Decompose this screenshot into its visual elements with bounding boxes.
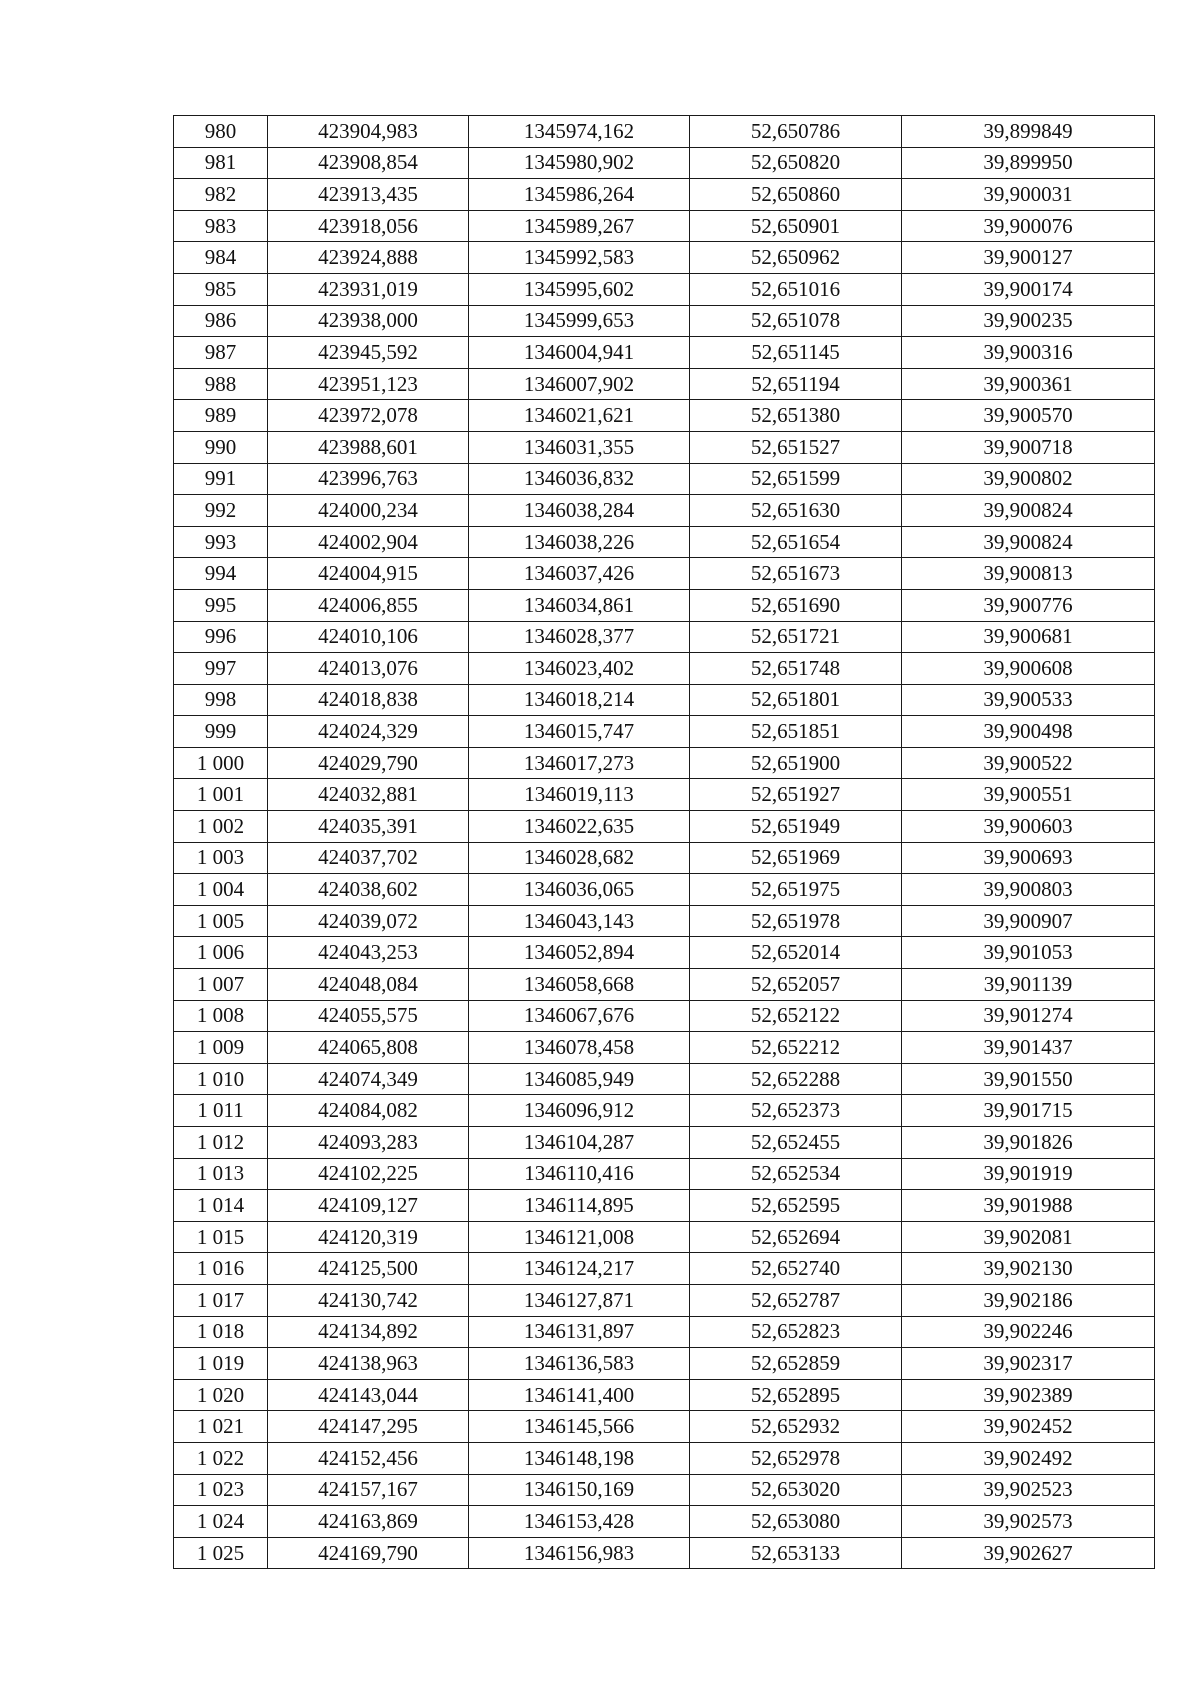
table-row: [174, 1158, 1155, 1190]
x-coordinate-cell: 424039,072: [268, 905, 469, 937]
table-row: [174, 368, 1155, 400]
point-number-cell: 1 007: [174, 969, 268, 1001]
point-number-cell: 1 024: [174, 1506, 268, 1538]
x-coordinate-cell: 424138,963: [268, 1348, 469, 1380]
x-coordinate-cell: 424055,575: [268, 1000, 469, 1032]
y-coordinate-cell: 1345995,602: [469, 273, 690, 305]
table-row: [174, 747, 1155, 779]
latitude-cell: 52,651927: [690, 779, 902, 811]
y-coordinate-cell: 1346036,065: [469, 874, 690, 906]
longitude-cell: 39,902186: [902, 1284, 1155, 1316]
table-row: [174, 937, 1155, 969]
longitude-cell: 39,900813: [902, 558, 1155, 590]
point-number-cell: 1 010: [174, 1063, 268, 1095]
latitude-cell: 52,650820: [690, 147, 902, 179]
longitude-cell: 39,901919: [902, 1158, 1155, 1190]
x-coordinate-cell: 423988,601: [268, 431, 469, 463]
x-coordinate-cell: 424035,391: [268, 811, 469, 843]
y-coordinate-cell: 1346114,895: [469, 1190, 690, 1222]
latitude-cell: 52,651801: [690, 684, 902, 716]
y-coordinate-cell: 1346038,284: [469, 495, 690, 527]
x-coordinate-cell: 424093,283: [268, 1127, 469, 1159]
point-number-cell: 1 008: [174, 1000, 268, 1032]
table-row: [174, 431, 1155, 463]
y-coordinate-cell: 1346085,949: [469, 1063, 690, 1095]
table-row: [174, 1316, 1155, 1348]
table-row: [174, 1221, 1155, 1253]
table-row: [174, 1537, 1155, 1569]
y-coordinate-cell: 1346150,169: [469, 1474, 690, 1506]
x-coordinate-cell: 424000,234: [268, 495, 469, 527]
x-coordinate-cell: 424002,904: [268, 526, 469, 558]
y-coordinate-cell: 1346096,912: [469, 1095, 690, 1127]
x-coordinate-cell: 424006,855: [268, 589, 469, 621]
point-number-cell: 980: [174, 116, 268, 148]
x-coordinate-cell: 423904,983: [268, 116, 469, 148]
coordinates-table: [173, 115, 1155, 1569]
point-number-cell: 1 018: [174, 1316, 268, 1348]
point-number-cell: 1 020: [174, 1379, 268, 1411]
y-coordinate-cell: 1345974,162: [469, 116, 690, 148]
longitude-cell: 39,902246: [902, 1316, 1155, 1348]
latitude-cell: 52,651975: [690, 874, 902, 906]
y-coordinate-cell: 1346043,143: [469, 905, 690, 937]
longitude-cell: 39,900361: [902, 368, 1155, 400]
point-number-cell: 1 015: [174, 1221, 268, 1253]
latitude-cell: 52,651078: [690, 305, 902, 337]
x-coordinate-cell: 423938,000: [268, 305, 469, 337]
longitude-cell: 39,902627: [902, 1537, 1155, 1569]
latitude-cell: 52,653080: [690, 1506, 902, 1538]
latitude-cell: 52,651978: [690, 905, 902, 937]
longitude-cell: 39,901274: [902, 1000, 1155, 1032]
table-row: [174, 526, 1155, 558]
point-number-cell: 1 006: [174, 937, 268, 969]
y-coordinate-cell: 1346023,402: [469, 653, 690, 685]
point-number-cell: 989: [174, 400, 268, 432]
x-coordinate-cell: 424029,790: [268, 747, 469, 779]
coordinates-table-body: [174, 116, 1155, 1569]
longitude-cell: 39,902573: [902, 1506, 1155, 1538]
x-coordinate-cell: 424109,127: [268, 1190, 469, 1222]
latitude-cell: 52,652122: [690, 1000, 902, 1032]
y-coordinate-cell: 1346034,861: [469, 589, 690, 621]
longitude-cell: 39,900907: [902, 905, 1155, 937]
table-row: [174, 811, 1155, 843]
point-number-cell: 1 005: [174, 905, 268, 937]
point-number-cell: 985: [174, 273, 268, 305]
x-coordinate-cell: 424032,881: [268, 779, 469, 811]
latitude-cell: 52,651654: [690, 526, 902, 558]
table-row: [174, 969, 1155, 1001]
longitude-cell: 39,900551: [902, 779, 1155, 811]
table-row: [174, 1474, 1155, 1506]
x-coordinate-cell: 424043,253: [268, 937, 469, 969]
longitude-cell: 39,900681: [902, 621, 1155, 653]
latitude-cell: 52,651630: [690, 495, 902, 527]
y-coordinate-cell: 1346015,747: [469, 716, 690, 748]
y-coordinate-cell: 1346148,198: [469, 1442, 690, 1474]
table-row: [174, 337, 1155, 369]
x-coordinate-cell: 424038,602: [268, 874, 469, 906]
longitude-cell: 39,901715: [902, 1095, 1155, 1127]
x-coordinate-cell: 424074,349: [268, 1063, 469, 1095]
table-row: [174, 1095, 1155, 1127]
latitude-cell: 52,652823: [690, 1316, 902, 1348]
point-number-cell: 988: [174, 368, 268, 400]
latitude-cell: 52,650860: [690, 179, 902, 211]
point-number-cell: 1 025: [174, 1537, 268, 1569]
longitude-cell: 39,901139: [902, 969, 1155, 1001]
point-number-cell: 984: [174, 242, 268, 274]
point-number-cell: 993: [174, 526, 268, 558]
table-row: [174, 905, 1155, 937]
longitude-cell: 39,900031: [902, 179, 1155, 211]
longitude-cell: 39,902130: [902, 1253, 1155, 1285]
latitude-cell: 52,651949: [690, 811, 902, 843]
table-row: [174, 1506, 1155, 1538]
longitude-cell: 39,900316: [902, 337, 1155, 369]
latitude-cell: 52,652595: [690, 1190, 902, 1222]
latitude-cell: 52,652288: [690, 1063, 902, 1095]
longitude-cell: 39,900522: [902, 747, 1155, 779]
table-row: [174, 1127, 1155, 1159]
longitude-cell: 39,900533: [902, 684, 1155, 716]
table-row: [174, 495, 1155, 527]
point-number-cell: 1 013: [174, 1158, 268, 1190]
longitude-cell: 39,902389: [902, 1379, 1155, 1411]
latitude-cell: 52,652740: [690, 1253, 902, 1285]
x-coordinate-cell: 424010,106: [268, 621, 469, 653]
latitude-cell: 52,652373: [690, 1095, 902, 1127]
x-coordinate-cell: 424084,082: [268, 1095, 469, 1127]
y-coordinate-cell: 1346019,113: [469, 779, 690, 811]
point-number-cell: 1 014: [174, 1190, 268, 1222]
latitude-cell: 52,652057: [690, 969, 902, 1001]
y-coordinate-cell: 1346022,635: [469, 811, 690, 843]
latitude-cell: 52,651673: [690, 558, 902, 590]
longitude-cell: 39,901988: [902, 1190, 1155, 1222]
table-row: [174, 842, 1155, 874]
latitude-cell: 52,652534: [690, 1158, 902, 1190]
longitude-cell: 39,899849: [902, 116, 1155, 148]
x-coordinate-cell: 423996,763: [268, 463, 469, 495]
table-row: [174, 179, 1155, 211]
x-coordinate-cell: 424018,838: [268, 684, 469, 716]
y-coordinate-cell: 1346124,217: [469, 1253, 690, 1285]
x-coordinate-cell: 424065,808: [268, 1032, 469, 1064]
point-number-cell: 996: [174, 621, 268, 653]
x-coordinate-cell: 424102,225: [268, 1158, 469, 1190]
point-number-cell: 999: [174, 716, 268, 748]
x-coordinate-cell: 423931,019: [268, 273, 469, 305]
y-coordinate-cell: 1346110,416: [469, 1158, 690, 1190]
point-number-cell: 1 002: [174, 811, 268, 843]
x-coordinate-cell: 424120,319: [268, 1221, 469, 1253]
x-coordinate-cell: 423924,888: [268, 242, 469, 274]
y-coordinate-cell: 1346153,428: [469, 1506, 690, 1538]
y-coordinate-cell: 1346145,566: [469, 1411, 690, 1443]
x-coordinate-cell: 423908,854: [268, 147, 469, 179]
longitude-cell: 39,902452: [902, 1411, 1155, 1443]
table-row: [174, 463, 1155, 495]
y-coordinate-cell: 1346136,583: [469, 1348, 690, 1380]
y-coordinate-cell: 1346078,458: [469, 1032, 690, 1064]
y-coordinate-cell: 1346058,668: [469, 969, 690, 1001]
table-row: [174, 621, 1155, 653]
longitude-cell: 39,901437: [902, 1032, 1155, 1064]
point-number-cell: 991: [174, 463, 268, 495]
table-row: [174, 874, 1155, 906]
longitude-cell: 39,899950: [902, 147, 1155, 179]
latitude-cell: 52,652455: [690, 1127, 902, 1159]
table-row: [174, 273, 1155, 305]
x-coordinate-cell: 424169,790: [268, 1537, 469, 1569]
point-number-cell: 983: [174, 210, 268, 242]
latitude-cell: 52,652895: [690, 1379, 902, 1411]
y-coordinate-cell: 1346141,400: [469, 1379, 690, 1411]
y-coordinate-cell: 1345992,583: [469, 242, 690, 274]
longitude-cell: 39,900174: [902, 273, 1155, 305]
y-coordinate-cell: 1346067,676: [469, 1000, 690, 1032]
longitude-cell: 39,900824: [902, 526, 1155, 558]
x-coordinate-cell: 423951,123: [268, 368, 469, 400]
longitude-cell: 39,900570: [902, 400, 1155, 432]
point-number-cell: 998: [174, 684, 268, 716]
point-number-cell: 1 003: [174, 842, 268, 874]
y-coordinate-cell: 1346037,426: [469, 558, 690, 590]
table-row: [174, 1063, 1155, 1095]
latitude-cell: 52,651145: [690, 337, 902, 369]
latitude-cell: 52,653020: [690, 1474, 902, 1506]
latitude-cell: 52,652859: [690, 1348, 902, 1380]
table-row: [174, 589, 1155, 621]
longitude-cell: 39,900693: [902, 842, 1155, 874]
longitude-cell: 39,902523: [902, 1474, 1155, 1506]
longitude-cell: 39,901053: [902, 937, 1155, 969]
point-number-cell: 987: [174, 337, 268, 369]
point-number-cell: 994: [174, 558, 268, 590]
point-number-cell: 1 021: [174, 1411, 268, 1443]
latitude-cell: 52,653133: [690, 1537, 902, 1569]
point-number-cell: 1 012: [174, 1127, 268, 1159]
latitude-cell: 52,652932: [690, 1411, 902, 1443]
point-number-cell: 1 022: [174, 1442, 268, 1474]
y-coordinate-cell: 1345980,902: [469, 147, 690, 179]
y-coordinate-cell: 1346021,621: [469, 400, 690, 432]
longitude-cell: 39,900802: [902, 463, 1155, 495]
x-coordinate-cell: 424013,076: [268, 653, 469, 685]
longitude-cell: 39,900076: [902, 210, 1155, 242]
longitude-cell: 39,900803: [902, 874, 1155, 906]
table-row: [174, 1190, 1155, 1222]
latitude-cell: 52,652014: [690, 937, 902, 969]
latitude-cell: 52,651380: [690, 400, 902, 432]
x-coordinate-cell: 424163,869: [268, 1506, 469, 1538]
table-row: [174, 147, 1155, 179]
point-number-cell: 995: [174, 589, 268, 621]
table-row: [174, 558, 1155, 590]
latitude-cell: 52,651599: [690, 463, 902, 495]
table-row: [174, 305, 1155, 337]
y-coordinate-cell: 1346121,008: [469, 1221, 690, 1253]
point-number-cell: 1 001: [174, 779, 268, 811]
latitude-cell: 52,651969: [690, 842, 902, 874]
x-coordinate-cell: 424037,702: [268, 842, 469, 874]
latitude-cell: 52,650901: [690, 210, 902, 242]
x-coordinate-cell: 423945,592: [268, 337, 469, 369]
x-coordinate-cell: 424024,329: [268, 716, 469, 748]
table-row: [174, 653, 1155, 685]
x-coordinate-cell: 424130,742: [268, 1284, 469, 1316]
latitude-cell: 52,651690: [690, 589, 902, 621]
longitude-cell: 39,900718: [902, 431, 1155, 463]
x-coordinate-cell: 424004,915: [268, 558, 469, 590]
longitude-cell: 39,900235: [902, 305, 1155, 337]
table-row: [174, 1000, 1155, 1032]
y-coordinate-cell: 1346036,832: [469, 463, 690, 495]
y-coordinate-cell: 1346131,897: [469, 1316, 690, 1348]
latitude-cell: 52,651851: [690, 716, 902, 748]
x-coordinate-cell: 424048,084: [268, 969, 469, 1001]
table-row: [174, 779, 1155, 811]
y-coordinate-cell: 1346127,871: [469, 1284, 690, 1316]
longitude-cell: 39,900776: [902, 589, 1155, 621]
y-coordinate-cell: 1346018,214: [469, 684, 690, 716]
table-row: [174, 716, 1155, 748]
table-row: [174, 1411, 1155, 1443]
latitude-cell: 52,652212: [690, 1032, 902, 1064]
longitude-cell: 39,900603: [902, 811, 1155, 843]
x-coordinate-cell: 424157,167: [268, 1474, 469, 1506]
latitude-cell: 52,652787: [690, 1284, 902, 1316]
point-number-cell: 982: [174, 179, 268, 211]
table-row: [174, 1284, 1155, 1316]
y-coordinate-cell: 1346038,226: [469, 526, 690, 558]
longitude-cell: 39,902492: [902, 1442, 1155, 1474]
point-number-cell: 986: [174, 305, 268, 337]
table-row: [174, 1253, 1155, 1285]
longitude-cell: 39,901550: [902, 1063, 1155, 1095]
table-row: [174, 210, 1155, 242]
table-row: [174, 242, 1155, 274]
y-coordinate-cell: 1346017,273: [469, 747, 690, 779]
longitude-cell: 39,900608: [902, 653, 1155, 685]
longitude-cell: 39,902317: [902, 1348, 1155, 1380]
table-row: [174, 1442, 1155, 1474]
longitude-cell: 39,901826: [902, 1127, 1155, 1159]
table-row: [174, 1379, 1155, 1411]
y-coordinate-cell: 1346028,377: [469, 621, 690, 653]
x-coordinate-cell: 424125,500: [268, 1253, 469, 1285]
longitude-cell: 39,900127: [902, 242, 1155, 274]
y-coordinate-cell: 1346004,941: [469, 337, 690, 369]
y-coordinate-cell: 1346031,355: [469, 431, 690, 463]
y-coordinate-cell: 1346104,287: [469, 1127, 690, 1159]
latitude-cell: 52,650786: [690, 116, 902, 148]
x-coordinate-cell: 423918,056: [268, 210, 469, 242]
point-number-cell: 981: [174, 147, 268, 179]
x-coordinate-cell: 423913,435: [268, 179, 469, 211]
latitude-cell: 52,652978: [690, 1442, 902, 1474]
point-number-cell: 990: [174, 431, 268, 463]
table-row: [174, 684, 1155, 716]
x-coordinate-cell: 423972,078: [268, 400, 469, 432]
table-row: [174, 1032, 1155, 1064]
y-coordinate-cell: 1346052,894: [469, 937, 690, 969]
longitude-cell: 39,902081: [902, 1221, 1155, 1253]
x-coordinate-cell: 424152,456: [268, 1442, 469, 1474]
longitude-cell: 39,900824: [902, 495, 1155, 527]
y-coordinate-cell: 1346156,983: [469, 1537, 690, 1569]
point-number-cell: 1 023: [174, 1474, 268, 1506]
point-number-cell: 1 000: [174, 747, 268, 779]
table-row: [174, 116, 1155, 148]
point-number-cell: 1 009: [174, 1032, 268, 1064]
table-row: [174, 400, 1155, 432]
point-number-cell: 1 011: [174, 1095, 268, 1127]
latitude-cell: 52,650962: [690, 242, 902, 274]
x-coordinate-cell: 424134,892: [268, 1316, 469, 1348]
table-row: [174, 1348, 1155, 1380]
latitude-cell: 52,651748: [690, 653, 902, 685]
point-number-cell: 1 019: [174, 1348, 268, 1380]
x-coordinate-cell: 424143,044: [268, 1379, 469, 1411]
longitude-cell: 39,900498: [902, 716, 1155, 748]
y-coordinate-cell: 1345986,264: [469, 179, 690, 211]
latitude-cell: 52,651721: [690, 621, 902, 653]
point-number-cell: 992: [174, 495, 268, 527]
point-number-cell: 1 016: [174, 1253, 268, 1285]
x-coordinate-cell: 424147,295: [268, 1411, 469, 1443]
y-coordinate-cell: 1345999,653: [469, 305, 690, 337]
y-coordinate-cell: 1346028,682: [469, 842, 690, 874]
latitude-cell: 52,651900: [690, 747, 902, 779]
latitude-cell: 52,651194: [690, 368, 902, 400]
point-number-cell: 1 004: [174, 874, 268, 906]
latitude-cell: 52,651527: [690, 431, 902, 463]
y-coordinate-cell: 1346007,902: [469, 368, 690, 400]
y-coordinate-cell: 1345989,267: [469, 210, 690, 242]
point-number-cell: 997: [174, 653, 268, 685]
point-number-cell: 1 017: [174, 1284, 268, 1316]
latitude-cell: 52,652694: [690, 1221, 902, 1253]
latitude-cell: 52,651016: [690, 273, 902, 305]
